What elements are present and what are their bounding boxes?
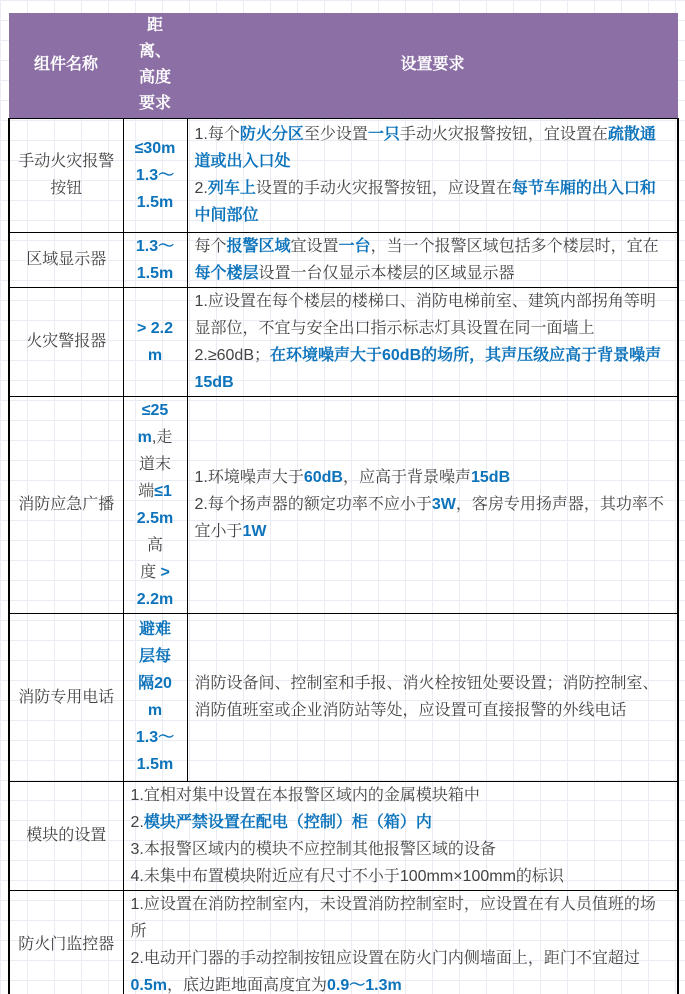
text-run: 1.每个 bbox=[194, 126, 240, 143]
highlight-run: 模块严禁设置在配电（控制）柜（箱）内 bbox=[143, 813, 432, 831]
requirement-paragraph bbox=[131, 836, 670, 863]
distance-line bbox=[127, 643, 184, 670]
requirement-paragraph bbox=[195, 233, 670, 287]
highlight-run: 避难 bbox=[138, 621, 171, 638]
text-run: 度 bbox=[140, 563, 157, 581]
setting-requirement-cell bbox=[187, 118, 678, 232]
table-header bbox=[9, 13, 678, 118]
highlight-run: 2.5m bbox=[136, 509, 174, 527]
component-name: 火灾警报器 bbox=[26, 333, 107, 350]
header-line: 高度 bbox=[138, 69, 171, 87]
table-body bbox=[9, 118, 678, 994]
component-name: 区域显示器 bbox=[26, 251, 107, 268]
highlight-run: 1.5m bbox=[136, 264, 174, 282]
distance-line bbox=[127, 397, 184, 424]
highlight-run: 隔20 bbox=[138, 675, 172, 692]
text-run: 1.宜相对集中设置在本报警区域内的金属模块箱中 bbox=[130, 786, 480, 804]
text-run: 设置一台仅显示本楼层的区域显示器 bbox=[258, 264, 515, 282]
component-name-cell bbox=[9, 232, 123, 287]
highlight-run: 0.5m bbox=[130, 976, 167, 994]
requirement-paragraph bbox=[131, 809, 670, 836]
text-run: 设置的手动火灾报警按钮，应设置在 bbox=[255, 180, 512, 197]
header-label: 组件名称 bbox=[33, 56, 98, 74]
setting-requirement-cell bbox=[187, 287, 678, 396]
distance-requirement-cell bbox=[123, 118, 187, 232]
distance-line bbox=[127, 670, 184, 697]
highlight-run: > 2.2 bbox=[136, 319, 174, 337]
table-row bbox=[9, 232, 678, 287]
highlight-run: 报警区域 bbox=[226, 237, 291, 255]
text-run: 3.本报警区域内的模块不应控制其他报警区域的设备 bbox=[130, 840, 496, 858]
highlight-run: 1.3～ bbox=[135, 237, 175, 255]
highlight-run: 1.5m bbox=[136, 193, 174, 211]
text-run: 2.每个扬声器的额定功率不应小于 bbox=[194, 496, 432, 513]
text-run: 2.电动开门器的手动控制按钮应设置在防火门内侧墙面上，距门不宜超过 bbox=[130, 949, 640, 967]
requirement-paragraph bbox=[131, 863, 670, 890]
distance-line bbox=[127, 478, 184, 505]
distance-line bbox=[127, 751, 184, 778]
distance-line bbox=[127, 451, 184, 478]
component-name-cell bbox=[9, 396, 123, 613]
highlight-run: 2.2m bbox=[136, 590, 174, 608]
distance-line bbox=[127, 586, 184, 613]
highlight-run: 3W bbox=[431, 496, 456, 513]
highlight-run: 0.9～1.3m bbox=[326, 976, 402, 994]
distance-line bbox=[127, 697, 184, 724]
text-run: ，应高于背景噪声 bbox=[342, 469, 471, 486]
setting-requirement-cell bbox=[123, 781, 678, 890]
text-run: 2. bbox=[194, 180, 208, 197]
distance-line bbox=[127, 424, 184, 451]
text-run: 1.环境噪声大于 bbox=[194, 469, 304, 486]
highlight-run: 1.3～ bbox=[135, 166, 175, 184]
distance-line bbox=[127, 233, 184, 260]
requirement-paragraph bbox=[195, 464, 670, 491]
highlight-run: m bbox=[137, 428, 152, 446]
text-run: 4.未集中布置模块附近应有尺寸不小于100mm×100mm的标识 bbox=[130, 867, 564, 885]
distance-line bbox=[127, 342, 184, 369]
text-run: 至少设置 bbox=[303, 126, 368, 143]
table-row bbox=[9, 118, 678, 232]
requirement-paragraph bbox=[195, 342, 670, 396]
text-run: 2. bbox=[130, 813, 144, 831]
text-run: 手动火灾报警按钮，宜设置在 bbox=[399, 126, 608, 143]
text-run: ，当一个报警区域包括多个楼层时，宜在 bbox=[370, 237, 659, 255]
requirements-table bbox=[8, 13, 679, 994]
distance-requirement-cell bbox=[123, 287, 187, 396]
setting-requirement-cell bbox=[123, 890, 678, 994]
text-run: 每个 bbox=[194, 237, 227, 255]
header-line: 离、 bbox=[138, 43, 171, 61]
text-run: 消防设备间、控制室和手报、消火栓按钮处要设置；消防控制室、消防值班室或企业消防站等处，应设置可直接报警的外线电话 bbox=[194, 675, 659, 719]
highlight-run: 一只 bbox=[367, 126, 400, 143]
component-name-cell bbox=[9, 781, 123, 890]
text-run: 1.应设置在消防控制室内，未设置消防控制室时，应设置在有人员值班的场所 bbox=[130, 895, 656, 940]
component-name-cell bbox=[9, 287, 123, 396]
header-cell-component bbox=[9, 13, 123, 118]
distance-line bbox=[127, 616, 184, 643]
highlight-run: 在环境噪声大于60dB的场所，其声压级应高于背景噪声15dB bbox=[194, 346, 662, 391]
distance-line bbox=[127, 532, 184, 559]
table-row bbox=[9, 287, 678, 396]
text-run: ,走 bbox=[151, 428, 173, 446]
requirement-paragraph bbox=[131, 891, 670, 945]
component-name: 消防专用电话 bbox=[18, 688, 115, 706]
component-name: 模块的设置 bbox=[26, 827, 107, 844]
distance-requirement-cell bbox=[123, 232, 187, 287]
highlight-run: 疏散通道或出入口处 bbox=[194, 126, 656, 170]
distance-line bbox=[127, 505, 184, 532]
component-name-cell bbox=[9, 613, 123, 781]
component-name: 手动火灾报警按钮 bbox=[18, 153, 115, 197]
requirement-paragraph bbox=[195, 288, 670, 342]
highlight-run: 15dB bbox=[471, 469, 511, 486]
table-row bbox=[9, 396, 678, 613]
component-name-cell bbox=[9, 890, 123, 994]
highlight-run: m bbox=[147, 346, 163, 364]
highlight-run: 1.3～ bbox=[135, 729, 175, 746]
text-run: 道末 bbox=[138, 455, 171, 473]
highlight-run: 1.5m bbox=[136, 756, 174, 773]
component-name-cell bbox=[9, 118, 123, 232]
header-line: 距 bbox=[146, 17, 163, 35]
setting-requirement-cell bbox=[187, 232, 678, 287]
requirement-paragraph bbox=[131, 945, 670, 994]
distance-line bbox=[127, 559, 184, 586]
text-run: 端 bbox=[138, 482, 155, 500]
header-cell-requirements bbox=[187, 13, 678, 118]
distance-line bbox=[127, 260, 184, 287]
table-row bbox=[9, 781, 678, 890]
highlight-run: ≤25 bbox=[141, 401, 169, 419]
requirement-paragraph bbox=[195, 670, 670, 724]
requirement-paragraph bbox=[195, 491, 670, 545]
highlight-run: 1W bbox=[242, 523, 267, 540]
table-row bbox=[9, 890, 678, 994]
header-cell-distance bbox=[123, 13, 187, 118]
header-label: 设置要求 bbox=[400, 56, 465, 74]
text-run: 1.应设置在每个楼层的楼梯口、消防电梯前室、建筑内部拐角等明显部位，不宜与安全出口指示标志灯具设置在同一面墙上 bbox=[194, 292, 656, 337]
distance-requirement-cell bbox=[123, 613, 187, 781]
distance-requirement-cell bbox=[123, 396, 187, 613]
highlight-run: 列车上 bbox=[207, 180, 256, 197]
text-run: ，客房专用扬声器，其功率不宜小于 bbox=[194, 496, 664, 540]
text-run: ，底边距地面高度宜为 bbox=[166, 976, 327, 994]
setting-requirement-cell bbox=[187, 613, 678, 781]
highlight-run: 层每 bbox=[138, 648, 171, 665]
distance-line bbox=[127, 135, 184, 162]
distance-line bbox=[127, 315, 184, 342]
highlight-run: ≤1 bbox=[154, 482, 172, 500]
distance-line bbox=[127, 189, 184, 216]
highlight-run: 每个楼层 bbox=[194, 264, 259, 282]
text-run: 2.≥60dB； bbox=[194, 346, 270, 364]
requirement-paragraph bbox=[195, 121, 670, 175]
requirement-paragraph bbox=[195, 175, 670, 229]
distance-line bbox=[127, 162, 184, 189]
text-run: 宜设置 bbox=[290, 237, 339, 255]
requirement-paragraph bbox=[131, 782, 670, 809]
highlight-run: 每节车厢的出入口和中间部位 bbox=[194, 180, 656, 224]
setting-requirement-cell bbox=[187, 396, 678, 613]
table-row bbox=[9, 613, 678, 781]
highlight-run: 防火分区 bbox=[239, 126, 304, 143]
header-row bbox=[9, 13, 678, 118]
text-run: 高 bbox=[146, 536, 163, 554]
highlight-run: m bbox=[147, 702, 163, 719]
highlight-run: > bbox=[156, 563, 170, 581]
header-line: 要求 bbox=[138, 95, 171, 113]
distance-line bbox=[127, 724, 184, 751]
component-name: 消防应急广播 bbox=[18, 496, 115, 513]
highlight-run: 60dB bbox=[303, 469, 343, 486]
highlight-run: ≤30m bbox=[134, 139, 176, 157]
component-name: 防火门监控器 bbox=[18, 936, 115, 953]
highlight-run: 一台 bbox=[338, 237, 371, 255]
